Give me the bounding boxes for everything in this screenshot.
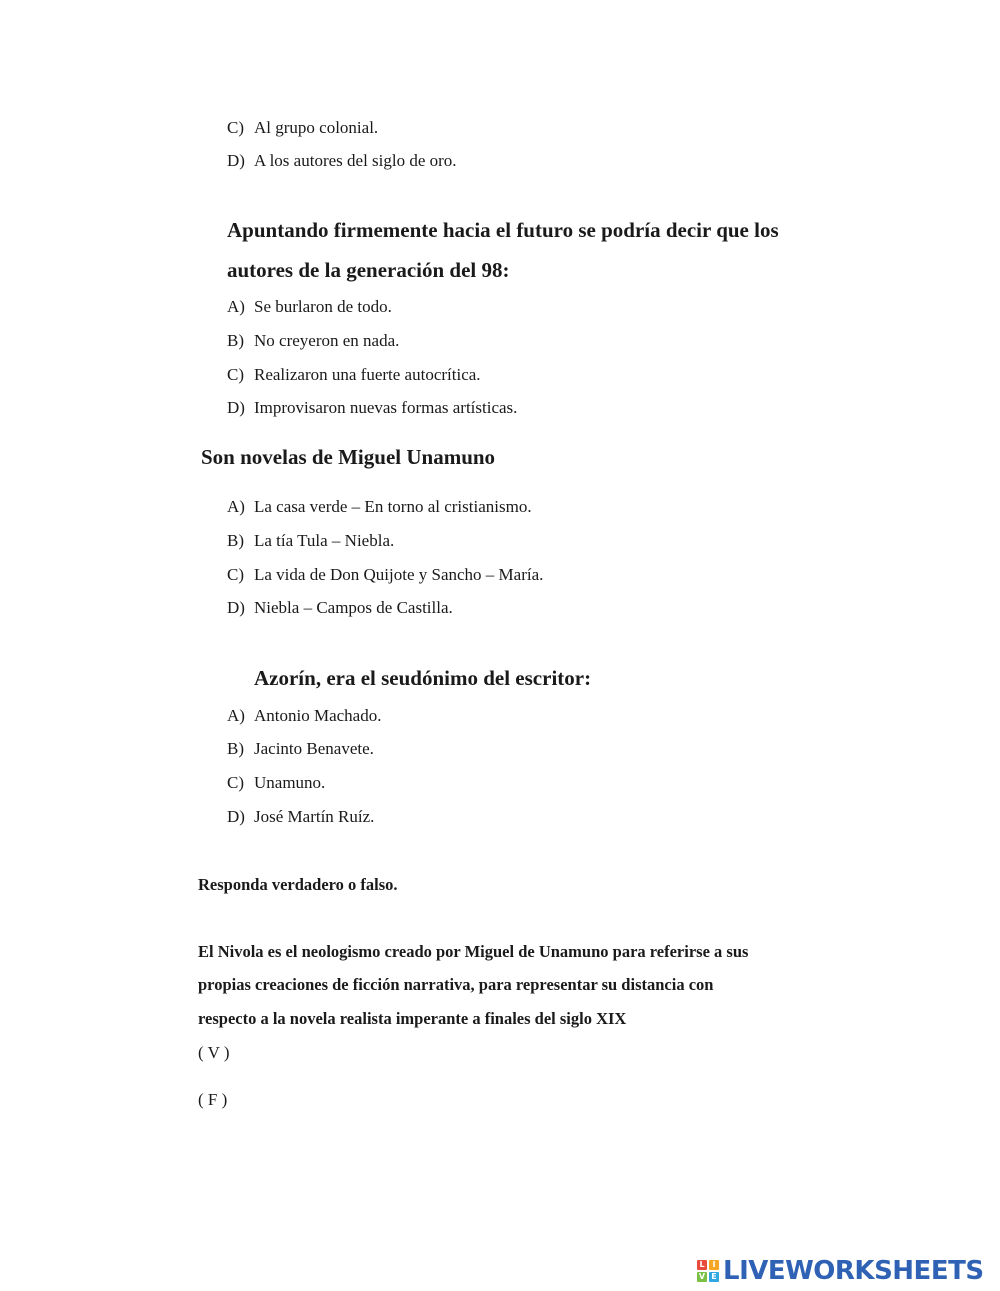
option-letter: C) (227, 773, 244, 792)
logo-mark-letter: V (698, 1272, 706, 1281)
option-letter: D) (227, 598, 245, 617)
logo-mark-letter: L (697, 1260, 707, 1270)
liveworksheets-logo (697, 1256, 984, 1286)
option-text: Unamuno. (254, 773, 326, 792)
q2-option-a[interactable] (227, 297, 392, 317)
option-text: Improvisaron nuevas formas artísticas. (254, 398, 518, 417)
option-text: Niebla – Campos de Castilla. (254, 598, 453, 617)
option-letter: B) (227, 331, 244, 350)
q4-title: Azorín, era el seudónimo del escritor: (254, 666, 592, 690)
option-letter: C) (227, 118, 244, 137)
tf-statement-line1: El Nivola es el neologismo creado por Miguel de Unamuno para referirse a sus (198, 942, 749, 961)
logo-mark-letter: E (709, 1272, 719, 1282)
q4-option-c[interactable] (227, 773, 325, 793)
tf-statement-line2: propias creaciones de ficción narrativa, para representar su distancia con (198, 975, 714, 994)
q3-title: Son novelas de Miguel Unamuno (201, 445, 496, 469)
option-text: La casa verde – En torno al cristianismo. (254, 497, 532, 516)
q2-title-line2: autores de la generación del 98: (227, 258, 510, 282)
option-letter: A) (227, 297, 245, 316)
q4-option-a[interactable] (227, 706, 381, 726)
option-text: A los autores del siglo de oro. (254, 151, 457, 170)
q4-option-b[interactable] (227, 739, 374, 759)
q3-option-d[interactable] (227, 598, 453, 618)
option-letter: D) (227, 151, 245, 170)
option-letter: A) (227, 706, 245, 725)
q2-option-c[interactable] (227, 365, 481, 385)
option-letter: B) (227, 531, 244, 550)
option-letter: D) (227, 807, 245, 826)
option-letter: A) (227, 497, 245, 516)
option-text: Al grupo colonial. (254, 118, 379, 137)
option-letter: C) (227, 565, 244, 584)
q3-option-b[interactable] (227, 531, 394, 551)
logo-mark-letter: I (709, 1260, 719, 1270)
option-letter: D) (227, 398, 245, 417)
option-text: Jacinto Benavete. (254, 739, 374, 758)
q2-option-b[interactable] (227, 331, 399, 351)
q1-option-d[interactable] (227, 151, 457, 171)
q1-option-c[interactable] (227, 118, 378, 138)
tf-statement-line3: respecto a la novela realista imperante a finales del siglo XIX (198, 1009, 627, 1028)
option-text: Realizaron una fuerte autocrítica. (254, 365, 481, 384)
option-text: José Martín Ruíz. (254, 807, 375, 826)
tf-true-option[interactable]: ( V ) (198, 1043, 230, 1062)
option-text: Se burlaron de todo. (254, 297, 392, 316)
logo-mark-icon (697, 1260, 719, 1282)
q3-option-c[interactable] (227, 565, 543, 585)
tf-false-option[interactable]: ( F ) (198, 1090, 228, 1109)
option-text: La vida de Don Quijote y Sancho – María. (254, 565, 544, 584)
tf-instruction: Responda verdadero o falso. (198, 875, 398, 894)
option-letter: B) (227, 739, 244, 758)
q4-option-d[interactable] (227, 807, 374, 827)
option-text: Antonio Machado. (254, 706, 382, 725)
option-text: No creyeron en nada. (254, 331, 400, 350)
option-letter: C) (227, 365, 244, 384)
q2-option-d[interactable] (227, 398, 517, 418)
option-text: La tía Tula – Niebla. (254, 531, 395, 550)
q2-title-line1: Apuntando firmemente hacia el futuro se podría decir que los (227, 218, 779, 242)
q3-option-a[interactable] (227, 497, 532, 517)
logo-text: LIVEWORKSHEETS (723, 1256, 984, 1286)
